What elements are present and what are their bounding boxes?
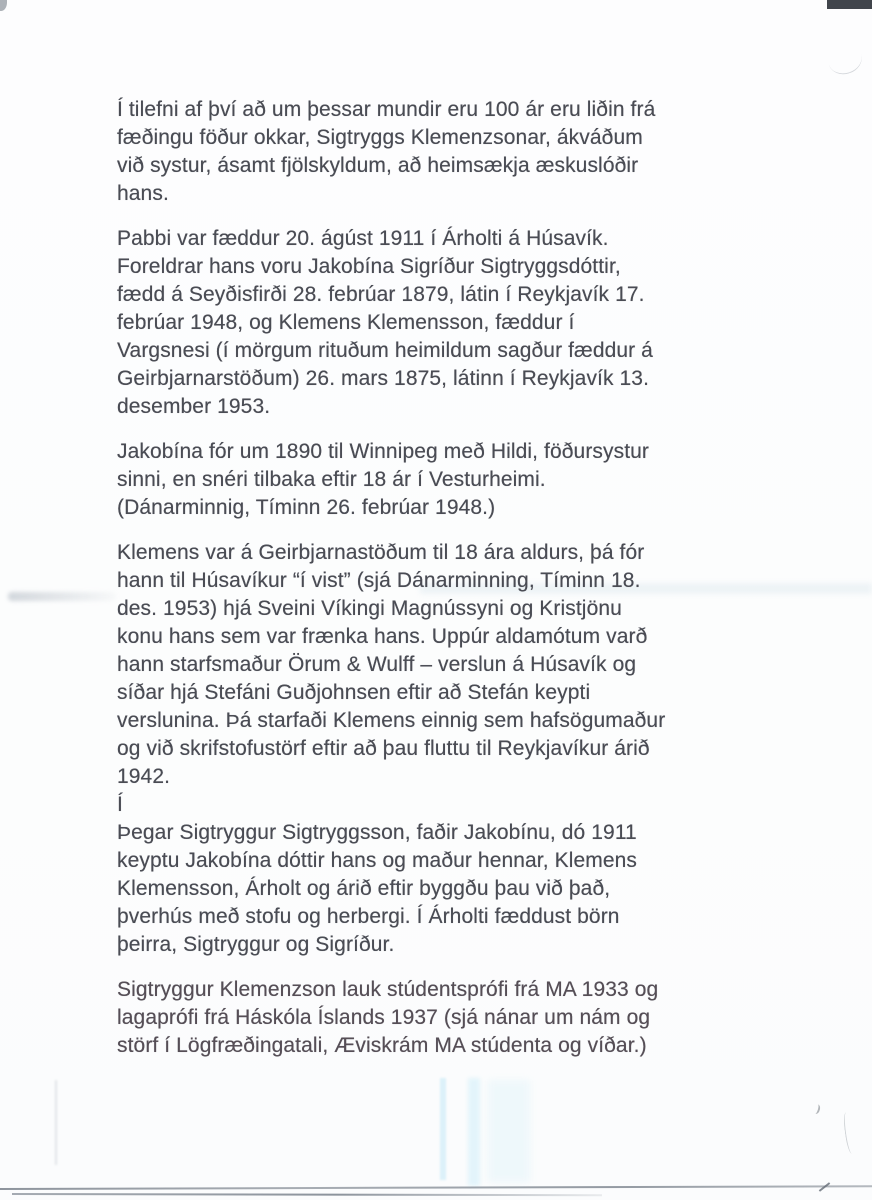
scan-artifact-corner-tick [819,1182,830,1192]
text-line: Vargsnesi (í mörgum rituðum heimildum sagður fæddur á [117,339,653,362]
text-line: Í tilefni af því að um þessar mundir eru 100 ár eru liðin frá [117,98,656,121]
text-line: desember 1953. [117,395,271,418]
text-line: (Dánarminnig, Tíminn 26. febrúar 1948.) [117,496,496,519]
text-line: lagaprófi frá Háskóla Íslands 1937 (sjá nánar um nám og [117,1006,651,1029]
text-line: verslunina. Þá starfaði Klemens einnig sem hafsögumaður [117,709,666,732]
scan-artifact-vertical-line [55,1080,57,1165]
scan-artifact-paper-edge-line [12,1193,602,1196]
paragraph-2 [117,225,765,421]
text-line: Klemensson, Árholt og árið eftir byggðu þau við það, [117,877,611,900]
text-line: hann starfsmaður Örum & Wulff – verslun á Húsavík og [117,653,637,676]
text-line: febrúar 1948, og Klemens Klemensson, fæddur í [117,311,575,334]
text-line: Þegar Sigtryggur Sigtryggsson, faðir Jakobínu, dó 1911 [117,821,637,844]
text-line: þverhús með stofu og herbergi. Í Árholti fæddust börn [117,905,620,928]
text-line: Í [117,793,123,816]
text-line: keyptu Jakobína dóttir hans og maður hennar, Klemens [117,849,638,872]
text-line: des. 1953) hjá Sveini Víkingi Magnússyni og Kristjönu [117,597,622,620]
text-line: Jakobína fór um 1890 til Winnipeg með Hildi, föðursystur [117,440,650,463]
text-line: sinni, en snéri tilbaka eftir 18 ár í Vesturheimi. [117,468,546,491]
paragraph-4 [117,539,765,959]
text-line: 1942. [117,765,171,788]
text-line: síðar hjá Stefáni Guðjohnsen eftir að Stefán keypti [117,681,591,704]
text-line: fæðingu föður okkar, Sigtryggs Klemenzsonar, ákváðum [117,126,643,149]
scan-artifact-left-smudge [8,592,116,601]
text-line: konu hans sem var frænka hans. Uppúr aldamótum varð [117,625,648,648]
text-line: Klemens var á Geirbjarnastöðum til 18 ára aldurs, þá fór [117,541,645,564]
scan-artifact-right-mark [842,1112,856,1155]
paragraph-1 [117,96,765,208]
text-line: Geirbjarnarstöðum) 26. mars 1875, látinn í Reykjavík 13. [117,367,650,390]
text-line: og við skrifstofustörf eftir að þau fluttu til Reykjavíkur árið [117,737,650,760]
scan-artifact-top-right-bar [827,0,872,9]
text-line: Pabbi var fæddur 20. ágúst 1911 í Árholti á Húsavík. [117,227,609,250]
scan-artifact-scratch-mark [824,40,865,78]
scan-artifact-cyan-streak [488,1080,530,1182]
paragraph-3 [117,438,765,522]
text-line: störf í Lögfræðingatali, Æviskrám MA stúdenta og víðar.) [117,1034,647,1057]
scan-artifact-right-mark [812,1103,821,1115]
text-line: Sigtryggur Klemenzson lauk stúdentsprófi frá MA 1933 og [117,978,659,1001]
text-line: við systur, ásamt fjölskyldum, að heimsækja æskuslóðir [117,154,639,177]
document-text [117,96,765,1077]
text-line: hann til Húsavíkur “í vist” (sjá Dánarminning, Tíminn 18. [117,569,641,592]
scan-artifact-cyan-streak [440,1078,446,1180]
text-line: hans. [117,182,169,205]
text-line: þeirra, Sigtryggur og Sigríður. [117,933,395,956]
scan-artifact-top-left-speck [0,0,7,11]
text-line: Foreldrar hans voru Jakobína Sigríður Sigtryggsdóttir, [117,255,621,278]
scan-artifact-cyan-streak [468,1078,480,1186]
text-line: fædd á Seyðisfirði 28. febrúar 1879, látin í Reykjavík 17. [117,283,645,306]
paragraph-5 [117,976,765,1060]
scan-artifact-paper-edge-line [0,1185,872,1190]
